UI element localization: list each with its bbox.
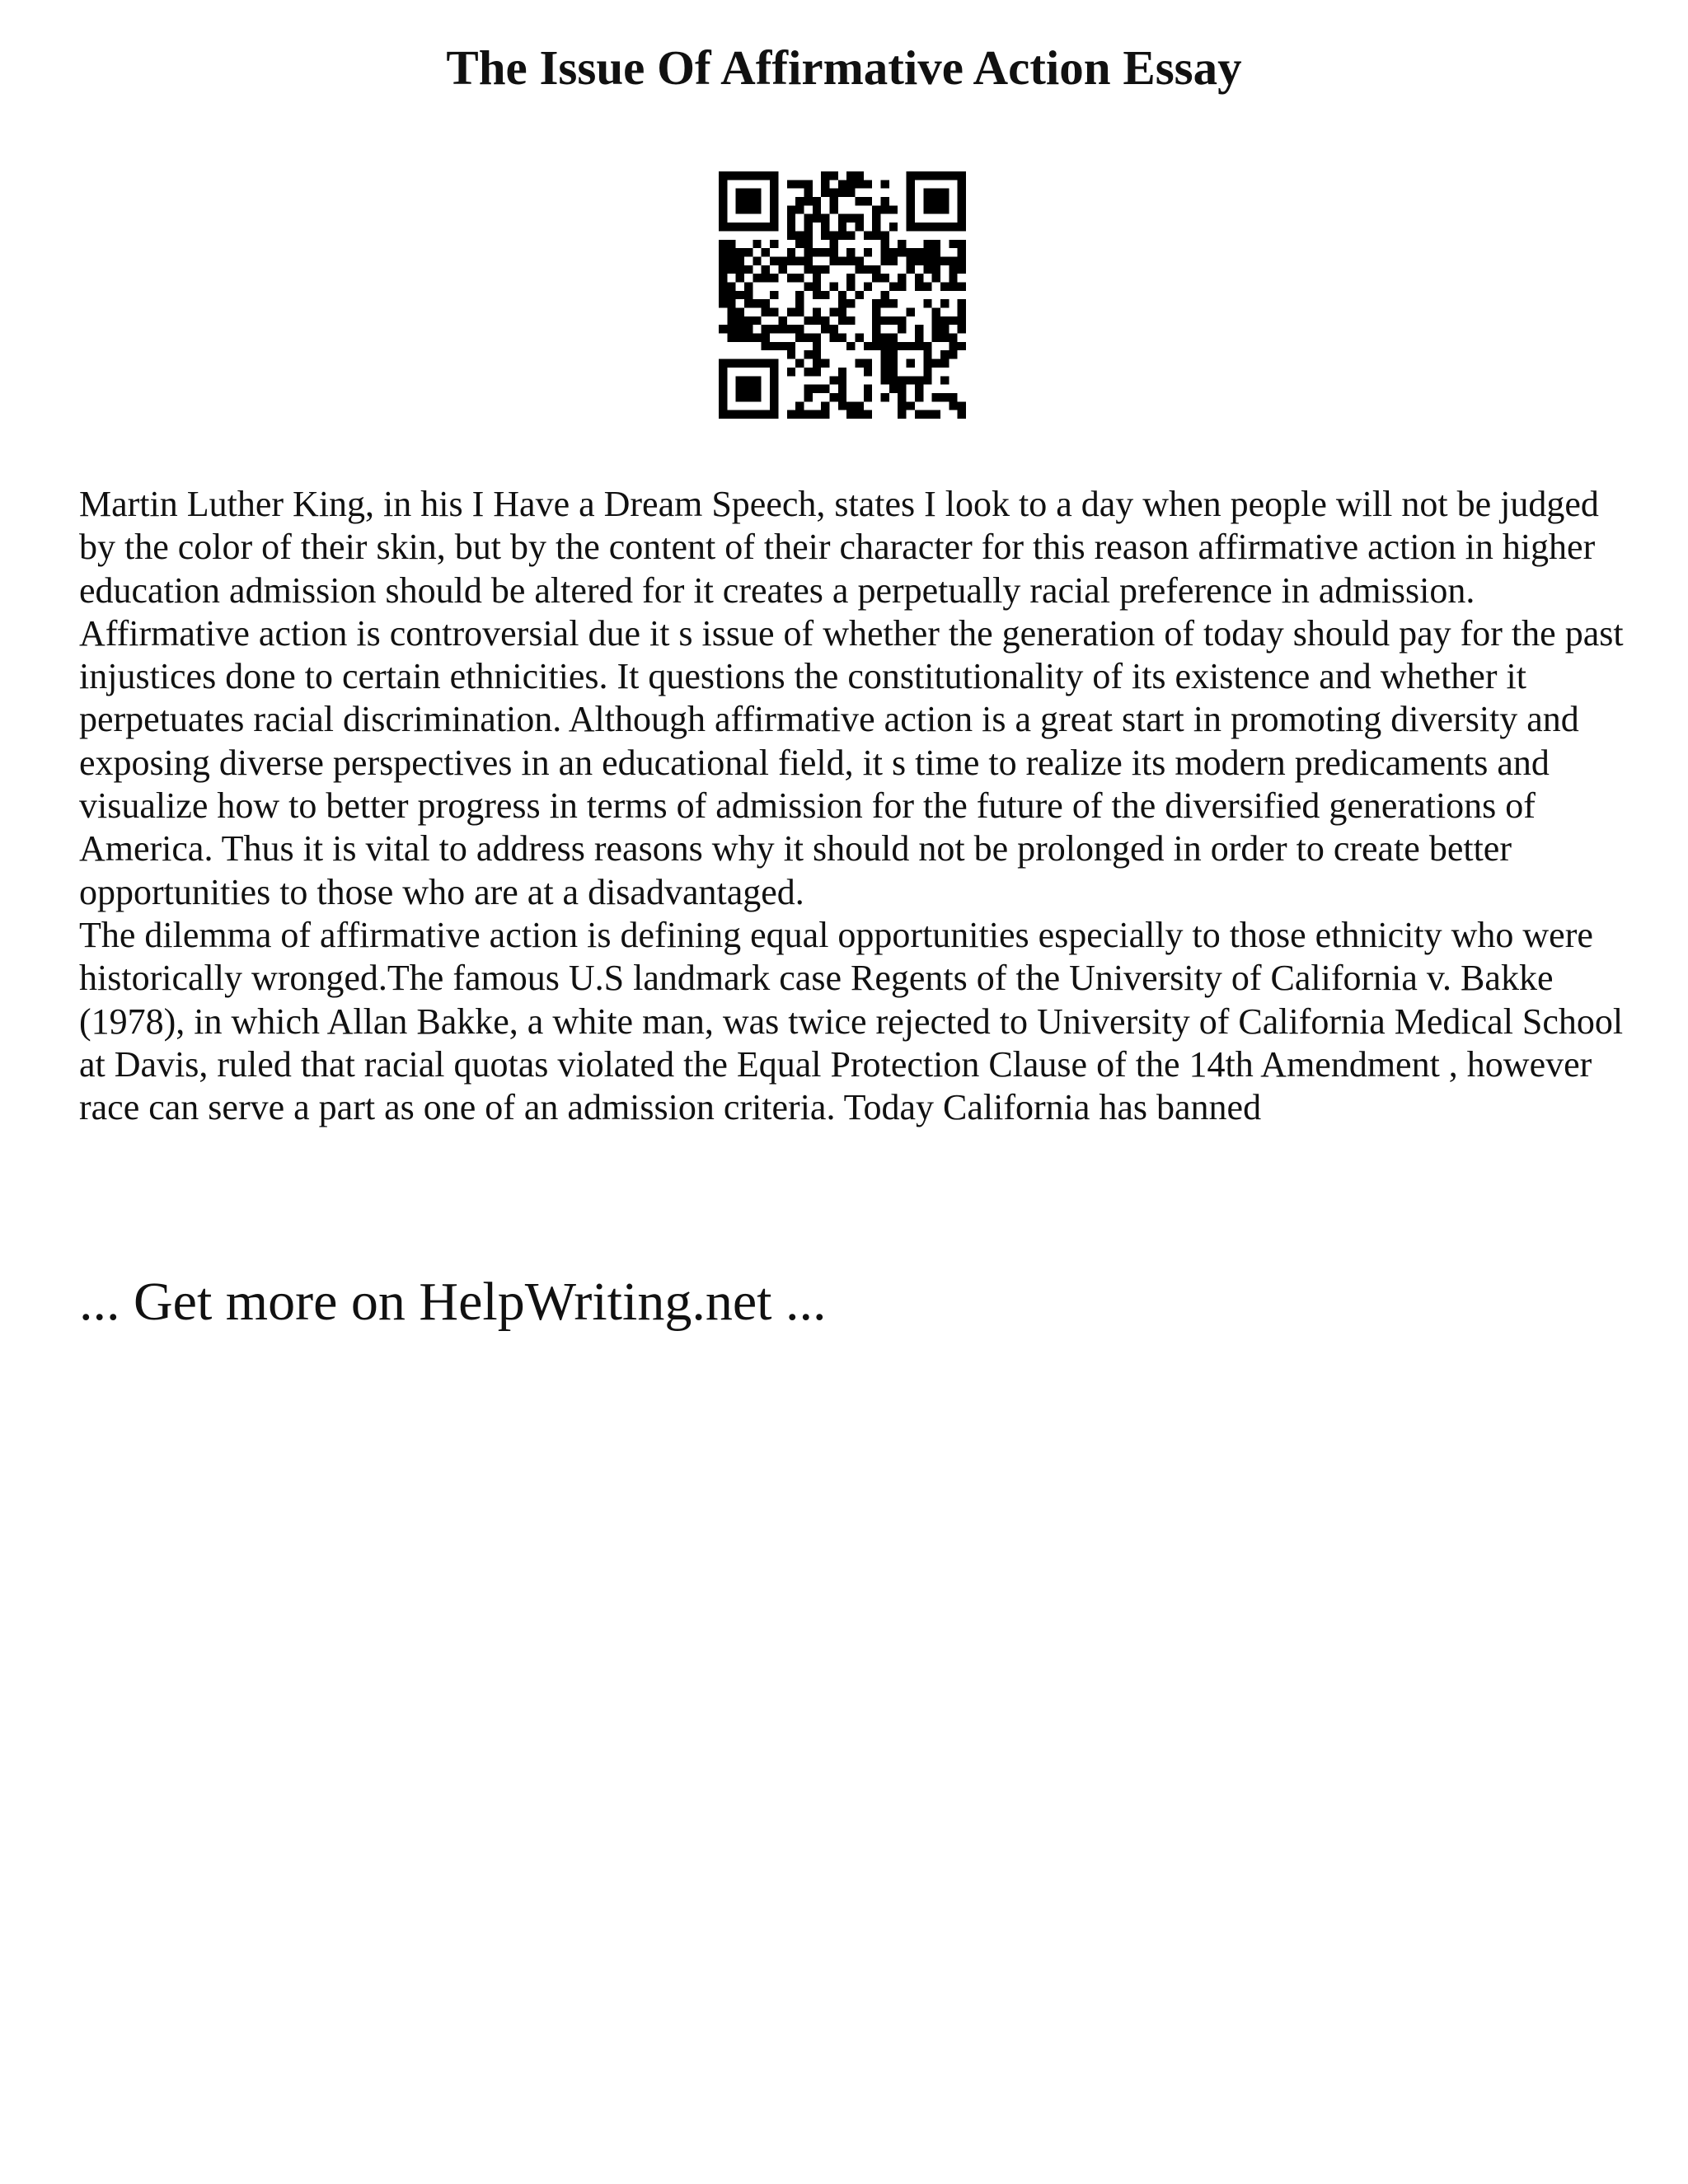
page-title: The Issue Of Affirmative Action Essay bbox=[446, 40, 1242, 95]
qr-code-icon bbox=[719, 171, 966, 419]
paragraph: Martin Luther King, in his I Have a Dream Speech, states I look to a day when people will not be judged by the color of their skin, but by the content of their character for this reason affirmative action in higher education admission should be altered for it creates a perpetually racial preference in admission. bbox=[79, 484, 1599, 611]
paragraph: The dilemma of affirmative action is defining equal opportunities especially to those ethnicity who were historically wronged.The famous U.S landmark case Regents of the University of California v. Bakke (1978), in which Allan Bakke, a white man, was twice rejected to University of California Medical School at Davis, ruled that racial quotas violated the Equal Protection Clause of the 14th Amendment , however race can serve a part as one of an admission criteria. Today California has banned bbox=[79, 914, 1624, 1128]
get-more-link[interactable]: ... Get more on HelpWriting.net ... bbox=[79, 1272, 827, 1332]
essay-body bbox=[79, 483, 1629, 1129]
paragraph: Affirmative action is controversial due it s issue of whether the generation of today should pay for the past injustices done to certain ethnicities. It questions the constitutionality of its existence and whether it perpetuates racial discrimination. Although affirmative action is a great start in promoting diversity and exposing diverse perspectives in an educational field, it s time to realize its modern predicaments and visualize how to better progress in terms of admission for the future of the diversified generations of America. Thus it is vital to address reasons why it should not be prolonged in order to create better opportunities to those who are at a disadvantaged. bbox=[79, 612, 1624, 912]
